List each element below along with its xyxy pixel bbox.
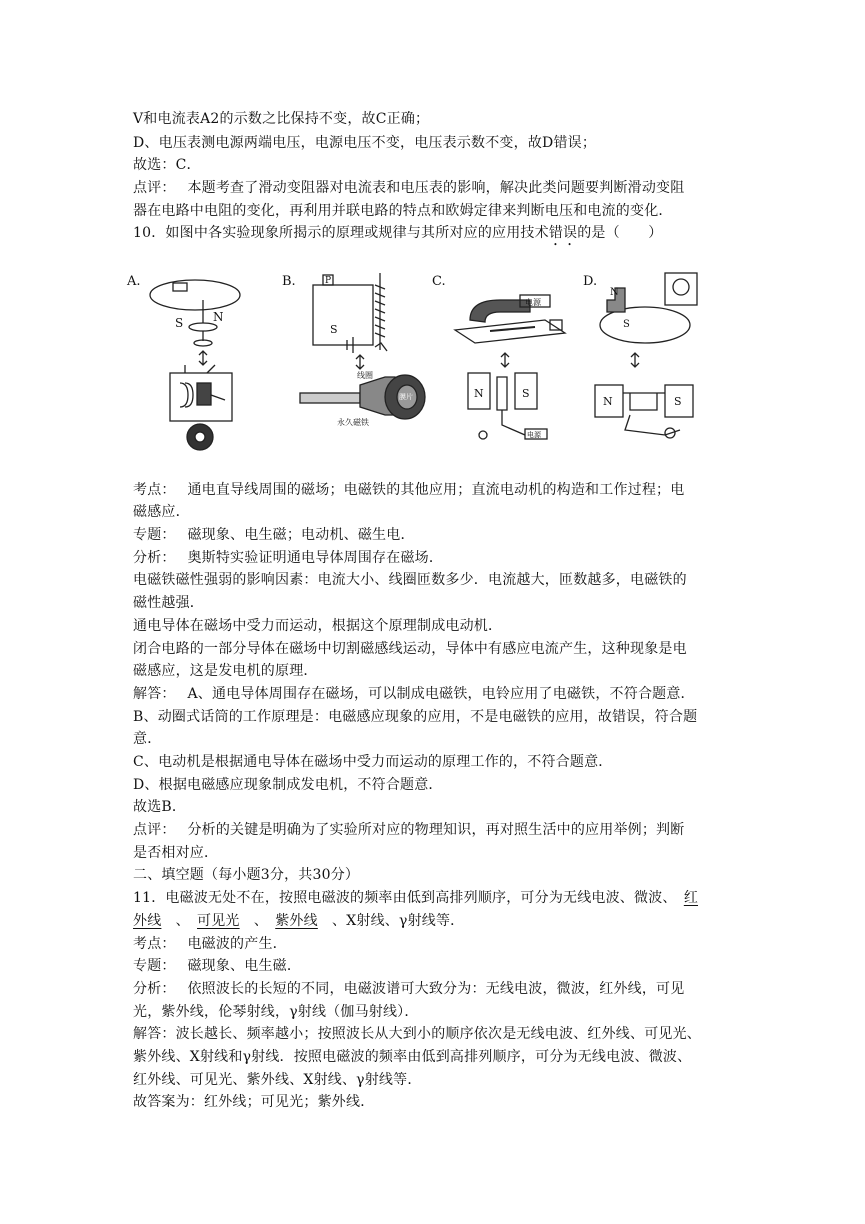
answer-blank-3: 紫外线 [275, 913, 318, 929]
text-line: 磁感应，这是发电机的原理． [133, 663, 318, 679]
option-b-label: B. [282, 274, 296, 289]
answer-blank-2: 可见光 [197, 913, 240, 929]
svg-text:S: S [522, 387, 530, 400]
text-line: D、电压表测电源两端电压，电源电压不变，电压表示数不变，故D错误； [133, 135, 597, 151]
text-line: 点评： 分析的关键是明确为了实验所对应的物理知识，再对照生活中的应用举例；判断 [133, 822, 685, 838]
text-line: 专题： 磁现象、电生磁． [133, 958, 302, 974]
svg-text:S: S [674, 395, 682, 408]
svg-text:电源: 电源 [527, 431, 541, 439]
text-line: D、根据电磁感应现象制成发电机，不符合题意． [133, 777, 443, 793]
text-line: 意． [133, 731, 162, 747]
oersted-experiment-diagram [150, 280, 240, 346]
svg-text:N: N [213, 310, 224, 324]
svg-text:线圈: 线圈 [357, 371, 373, 380]
question-11-line2: 外线 、 可见光 、 紫外线 、X射线、γ射线等． [133, 913, 465, 929]
text-line: 分析： 奥斯特实验证明通电导体周围存在磁场． [133, 550, 444, 566]
text-line: 故选：C． [133, 157, 201, 173]
section-heading: 二、填空题（每小题3分，共30分） [133, 867, 360, 883]
electric-bell-diagram [170, 365, 232, 450]
text-line: 红外线、可见光、紫外线、X射线、γ射线等． [133, 1072, 422, 1088]
text-line: 解答： A、通电导体周围存在磁场，可以制成电磁铁，电铃应用了电磁铁，不符合题意． [133, 686, 695, 702]
text-line: 电磁铁磁性强弱的影响因素：电流大小、线圈匝数多少．电流越大，匝数越多，电磁铁的 [133, 572, 687, 588]
question-11-line1: 11．电磁波无处不在，按照电磁波的频率由低到高排列顺序，可分为无线电波、微波、 红 [133, 890, 699, 906]
answer-blank-1: 红 [683, 890, 699, 906]
question-10 [133, 223, 733, 249]
text-line: C、电动机是根据通电导体在磁场中受力而运动的原理工作的，不符合题意． [133, 754, 613, 770]
option-a-label: A. [127, 274, 141, 289]
text-line: 专题： 磁现象、电生磁；电动机、磁生电． [133, 527, 415, 543]
answer-blank-1-cont: 外线 [133, 913, 162, 929]
svg-text:S: S [623, 319, 630, 330]
text-line: 故选B． [133, 799, 187, 815]
svg-text:N: N [474, 387, 484, 400]
text-line: 解答：波长越长、频率越小；按照波长从大到小的顺序依次是无线电波、红外线、可见光、 [133, 1026, 701, 1042]
svg-text:P: P [325, 276, 332, 286]
text-line: 考点： 通电直导线周围的磁场；电磁铁的其他应用；直流电动机的构造和工作过程；电 [133, 482, 685, 498]
q10-suffix: 的是（ ） [577, 225, 663, 241]
motor-experiment-diagram [455, 295, 565, 343]
svg-text:永久磁铁: 永久磁铁 [337, 418, 369, 427]
moving-coil-microphone-diagram [300, 370, 425, 427]
electric-motor-diagram [595, 385, 693, 438]
text-line: 器在电路中电阻的变化，再利用并联电路的特点和欧姆定律来判断电压和电流的变化． [133, 203, 673, 219]
electromagnet-experiment-diagram [313, 273, 387, 353]
experiment-figure [125, 265, 745, 455]
svg-text:S: S [330, 323, 338, 336]
text-line: 是否相对应． [133, 845, 219, 861]
svg-text:N: N [603, 395, 613, 408]
text-line: B、动圈式话筒的工作原理是：电磁感应现象的应用，不是电磁铁的应用，故错误，符合题 [133, 709, 698, 725]
q10-emphasis: 错误 [548, 225, 578, 241]
q10-prefix: 10．如图中各实验现象所揭示的原理或规律与其所对应的应用技术 [133, 225, 549, 241]
text-line: 通电导体在磁场中受力而运动，根据这个原理制成电动机． [133, 618, 503, 634]
text-line: 点评： 本题考查了滑动变阻器对电流表和电压表的影响，解决此类问题要判断滑动变阻 [133, 180, 685, 196]
generator-experiment-diagram [468, 373, 547, 439]
text-line: 光，紫外线，伦琴射线，γ射线（伽马射线）． [133, 1004, 419, 1020]
text-line: 考点： 电磁波的产生． [133, 936, 287, 952]
option-c-label: C. [432, 274, 446, 289]
text-line: 紫外线、X射线和γ射线．按照电磁波的频率由低到高排列顺序，可分为无线电波、微波、 [133, 1049, 692, 1065]
svg-text:N: N [610, 287, 619, 298]
option-d-label: D. [583, 274, 598, 289]
svg-text:S: S [175, 316, 184, 330]
text-line: 故答案为：红外线；可见光；紫外线． [133, 1094, 375, 1110]
electromagnetic-induction-diagram [600, 273, 697, 343]
text-line: 闭合电路的一部分导体在磁场中切割磁感线运动，导体中有感应电流产生，这种现象是电 [133, 641, 687, 657]
text-line: 分析： 依照波长的长短的不同，电磁波谱可大致分为：无线电波，微波，红外线，可见 [133, 981, 685, 997]
svg-text:膜片: 膜片 [399, 393, 413, 401]
text-line: 磁感应． [133, 504, 190, 520]
svg-text:电源: 电源 [525, 298, 541, 307]
text-line: 磁性越强． [133, 595, 204, 611]
text-line: V和电流表A2的示数之比保持不变，故C正确； [133, 111, 430, 127]
